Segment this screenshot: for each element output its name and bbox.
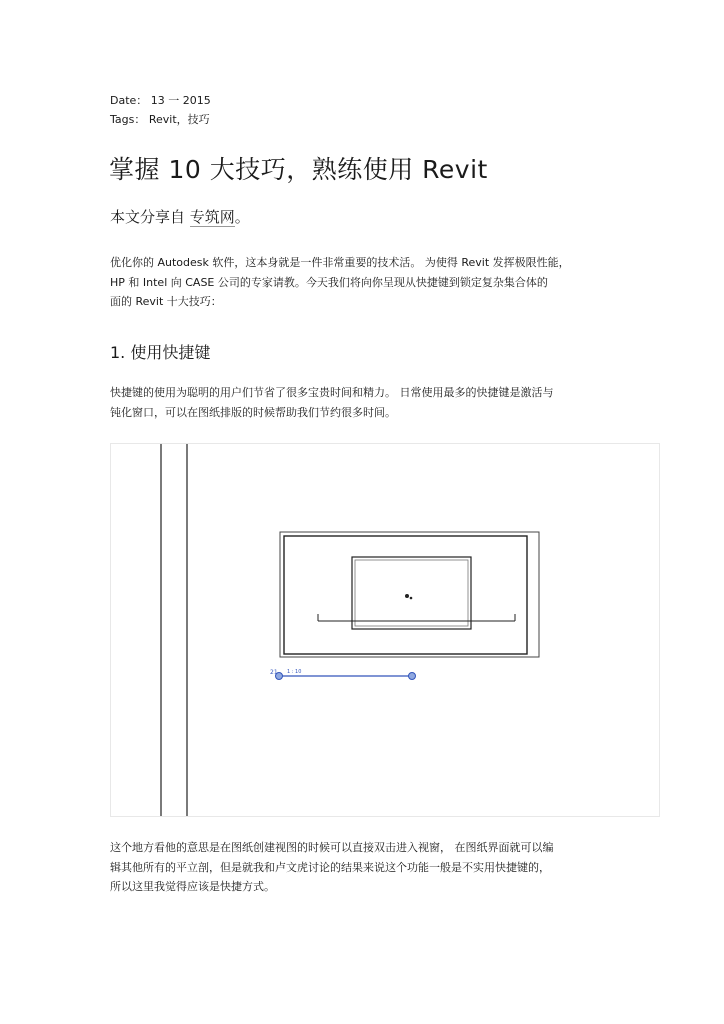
post-date: Date： 13 一 2015 [110, 94, 211, 107]
viewport-scale-label: 1 : 10 [287, 669, 302, 675]
section-para-line-1: 快捷键的使用为聪明的用户们节省了很多宝贵时间和精力。 日常使用最多的快捷键是激活与 [110, 386, 554, 399]
post-tags: Tags： Revit，技巧 [110, 113, 210, 126]
after-line-1: 这个地方看他的意思是在图纸创建视图的时候可以直接双击进入视窗， 在图纸界面就可以编 [110, 841, 554, 854]
source-link[interactable]: 专筑网 [189, 208, 235, 226]
room-inner-rect [355, 560, 468, 626]
viewport-outer-frame [280, 532, 539, 657]
section-heading: 1. 使用快捷键 [110, 343, 211, 362]
share-line [110, 206, 250, 227]
share-suffix: 。 [234, 208, 250, 226]
title-line-grip-right [409, 673, 416, 680]
center-mark [405, 594, 409, 598]
section-para-line-2: 钝化窗口，可以在图纸排版的时候帮助我们节约很多时间。 [110, 406, 396, 419]
viewport-tag-label: 21 [270, 669, 278, 676]
center-mark-dot [410, 597, 413, 600]
intro-line-1: 优化你的 Autodesk 软件，这本身就是一件非常重要的技术活。 为使得 Revit 发挥极限性能， [110, 256, 570, 269]
revit-screenshot-figure [110, 443, 660, 817]
share-prefix: 本文分享自 [110, 208, 190, 226]
page-title: 掌握 10 大技巧，熟练使用 Revit [109, 155, 488, 184]
after-line-2: 辑其他所有的平立剖，但是就我和卢文虎讨论的结果来说这个功能一般是不实用快捷键的， [110, 861, 550, 874]
room-outer-rect [352, 557, 471, 629]
revit-sheet-drawing [111, 444, 659, 816]
intro-line-2: HP 和 Intel 向 CASE 公司的专家请教。今天我们将向你呈现从快捷键到锁定复杂集合体的 [110, 276, 548, 289]
after-line-3: 所以这里我觉得应该是快捷方式。 [110, 880, 275, 893]
intro-line-3: 面的 Revit 十大技巧： [110, 295, 222, 308]
